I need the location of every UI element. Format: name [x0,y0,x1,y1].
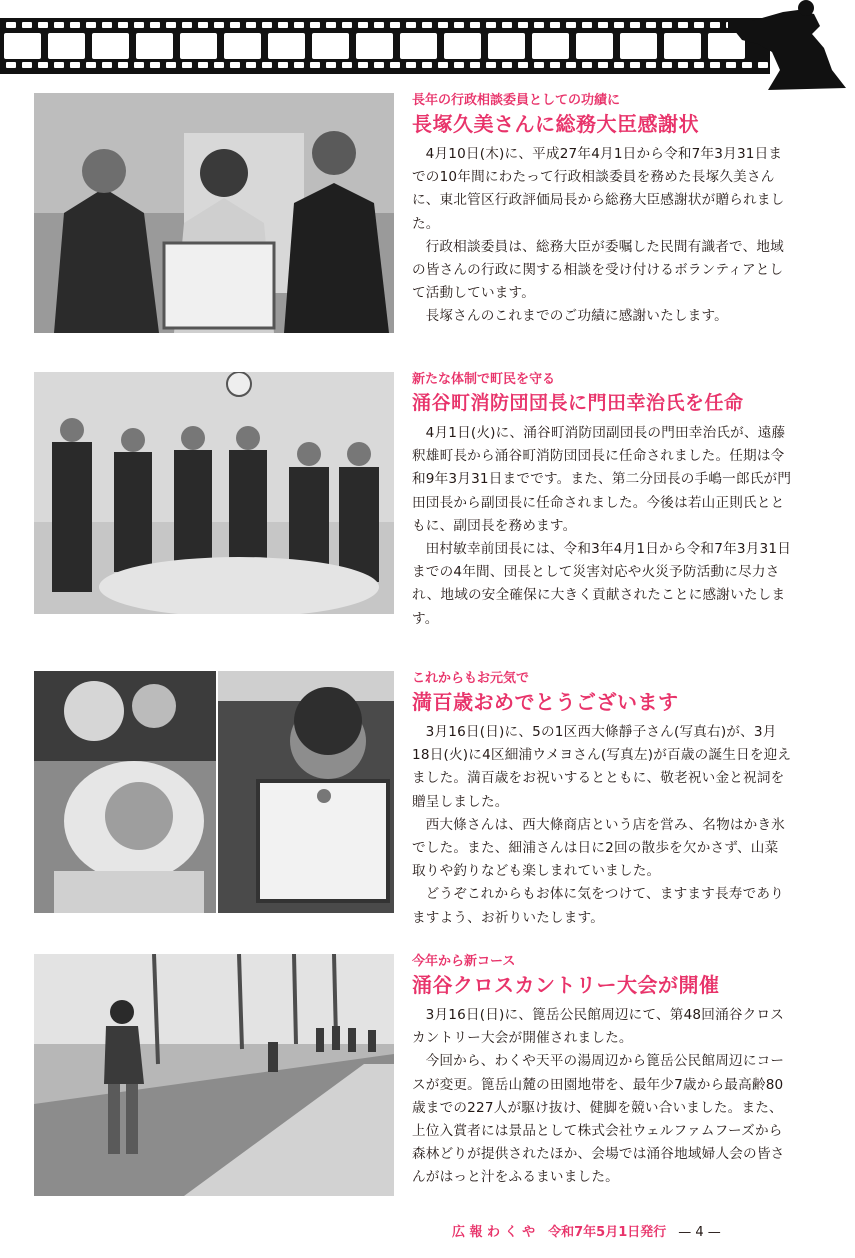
page-footer [452,1221,792,1240]
article-paragraph: 行政相談委員は、総務大臣が委嘱した民間有識者で、地域の皆さんの行政に関する相談を受け付けるボランティアとして活動しています。 [412,238,784,302]
article-centenarians [412,671,792,930]
article-headline: 涌谷町消防団団長に門田幸治氏を任命 [412,392,744,414]
article-kicker: これからもお元気で [412,671,530,686]
cross-country-photo [34,954,394,1196]
award-ceremony-photo [34,93,394,333]
article-cross-country [412,954,792,1190]
article-kicker: 今年から新コース [412,954,516,969]
article-kicker: 長年の行政相談委員としての功績に [412,93,621,108]
article-headline: 涌谷クロスカントリー大会が開催 [412,973,720,997]
article-paragraph: 今回から、わくや天平の湯周辺から篦岳公民館周辺にコースが変更。篦岳山麓の田園地帯を、最年少7歳から最高齢80歳までの227人が駆け抜け、健脚を競い合いました。また、上位入賞者には景品として株式会社ウェルファムフーズから森林どりが提供されたほか、会場では涌谷地域婦人会の皆さんがはっと汁をふるまいました。 [412,1053,785,1186]
article-paragraph: 3月16日(日)に、5の1区西大條靜子さん(写真右)が、3月18日(火)に4区細浦ウメヨさん(写真左)が百歳の誕生日を迎えました。満百歳をお祝いするとともに、敬老祝い金と祝詞を贈呈しました。 [412,724,792,810]
publication-info: 広 報 わ く や 令和7年5月1日発行 [452,1225,667,1240]
article-paragraph: 長塚さんのこれまでのご功績に感謝いたします。 [425,308,728,325]
article-paragraph: 3月16日(日)に、篦岳公民館周辺にて、第48回涌谷クロスカントリー大会が開催されました。 [412,1007,785,1047]
centenarian-right-photo [218,671,394,913]
article-award [412,93,792,329]
article-paragraph: 西大條さんは、西大條商店という店を営み、名物はかき氷でした。また、細浦さんは日に2回の散歩を欠かさず、山菜取りや釣りなども楽しまれていました。 [412,816,786,880]
article-headline: 長塚久美さんに総務大臣感謝状 [412,112,699,136]
article-paragraph: 4月1日(火)に、涌谷町消防団副団長の門田幸治氏が、遠藤釈雄町長から涌谷町消防団団長に任命されました。任期は令和9年3月31日までです。また、第二分団長の手嶋一郎氏が門田団長から副団長に任命されました。今後は若山正則氏とともに、副団長を務めます。 [412,425,792,534]
article-kicker: 新たな体制で町民を守る [412,372,556,387]
fire-brigade-photo [34,372,394,614]
photographer-silhouette-icon [728,0,850,92]
article-paragraph: 4月10日(木)に、平成27年4月1日から令和7年3月31日までの10年間にわたって行政相談委員を務めた長塚久美さんに、東北管区行政評価局長から総務大臣感謝状が贈られました。 [412,146,785,232]
article-paragraph: どうぞこれからもお体に気をつけて、ますます長寿でありますよう、お祈りいたします。 [412,886,784,926]
article-paragraph: 田村敏幸前団長には、令和3年4月1日から令和7年3月31日までの4年間、団長として災害対応や火災予防活動に尽力され、地域の安全確保に大きく貢献されたことに感謝いたします。 [412,541,791,627]
article-fire-brigade [412,372,792,631]
film-strip-banner [0,18,770,74]
centenarian-left-photo [34,671,216,913]
page-number: — 4 — [678,1225,721,1240]
article-headline: 満百歳おめでとうございます [412,690,679,714]
